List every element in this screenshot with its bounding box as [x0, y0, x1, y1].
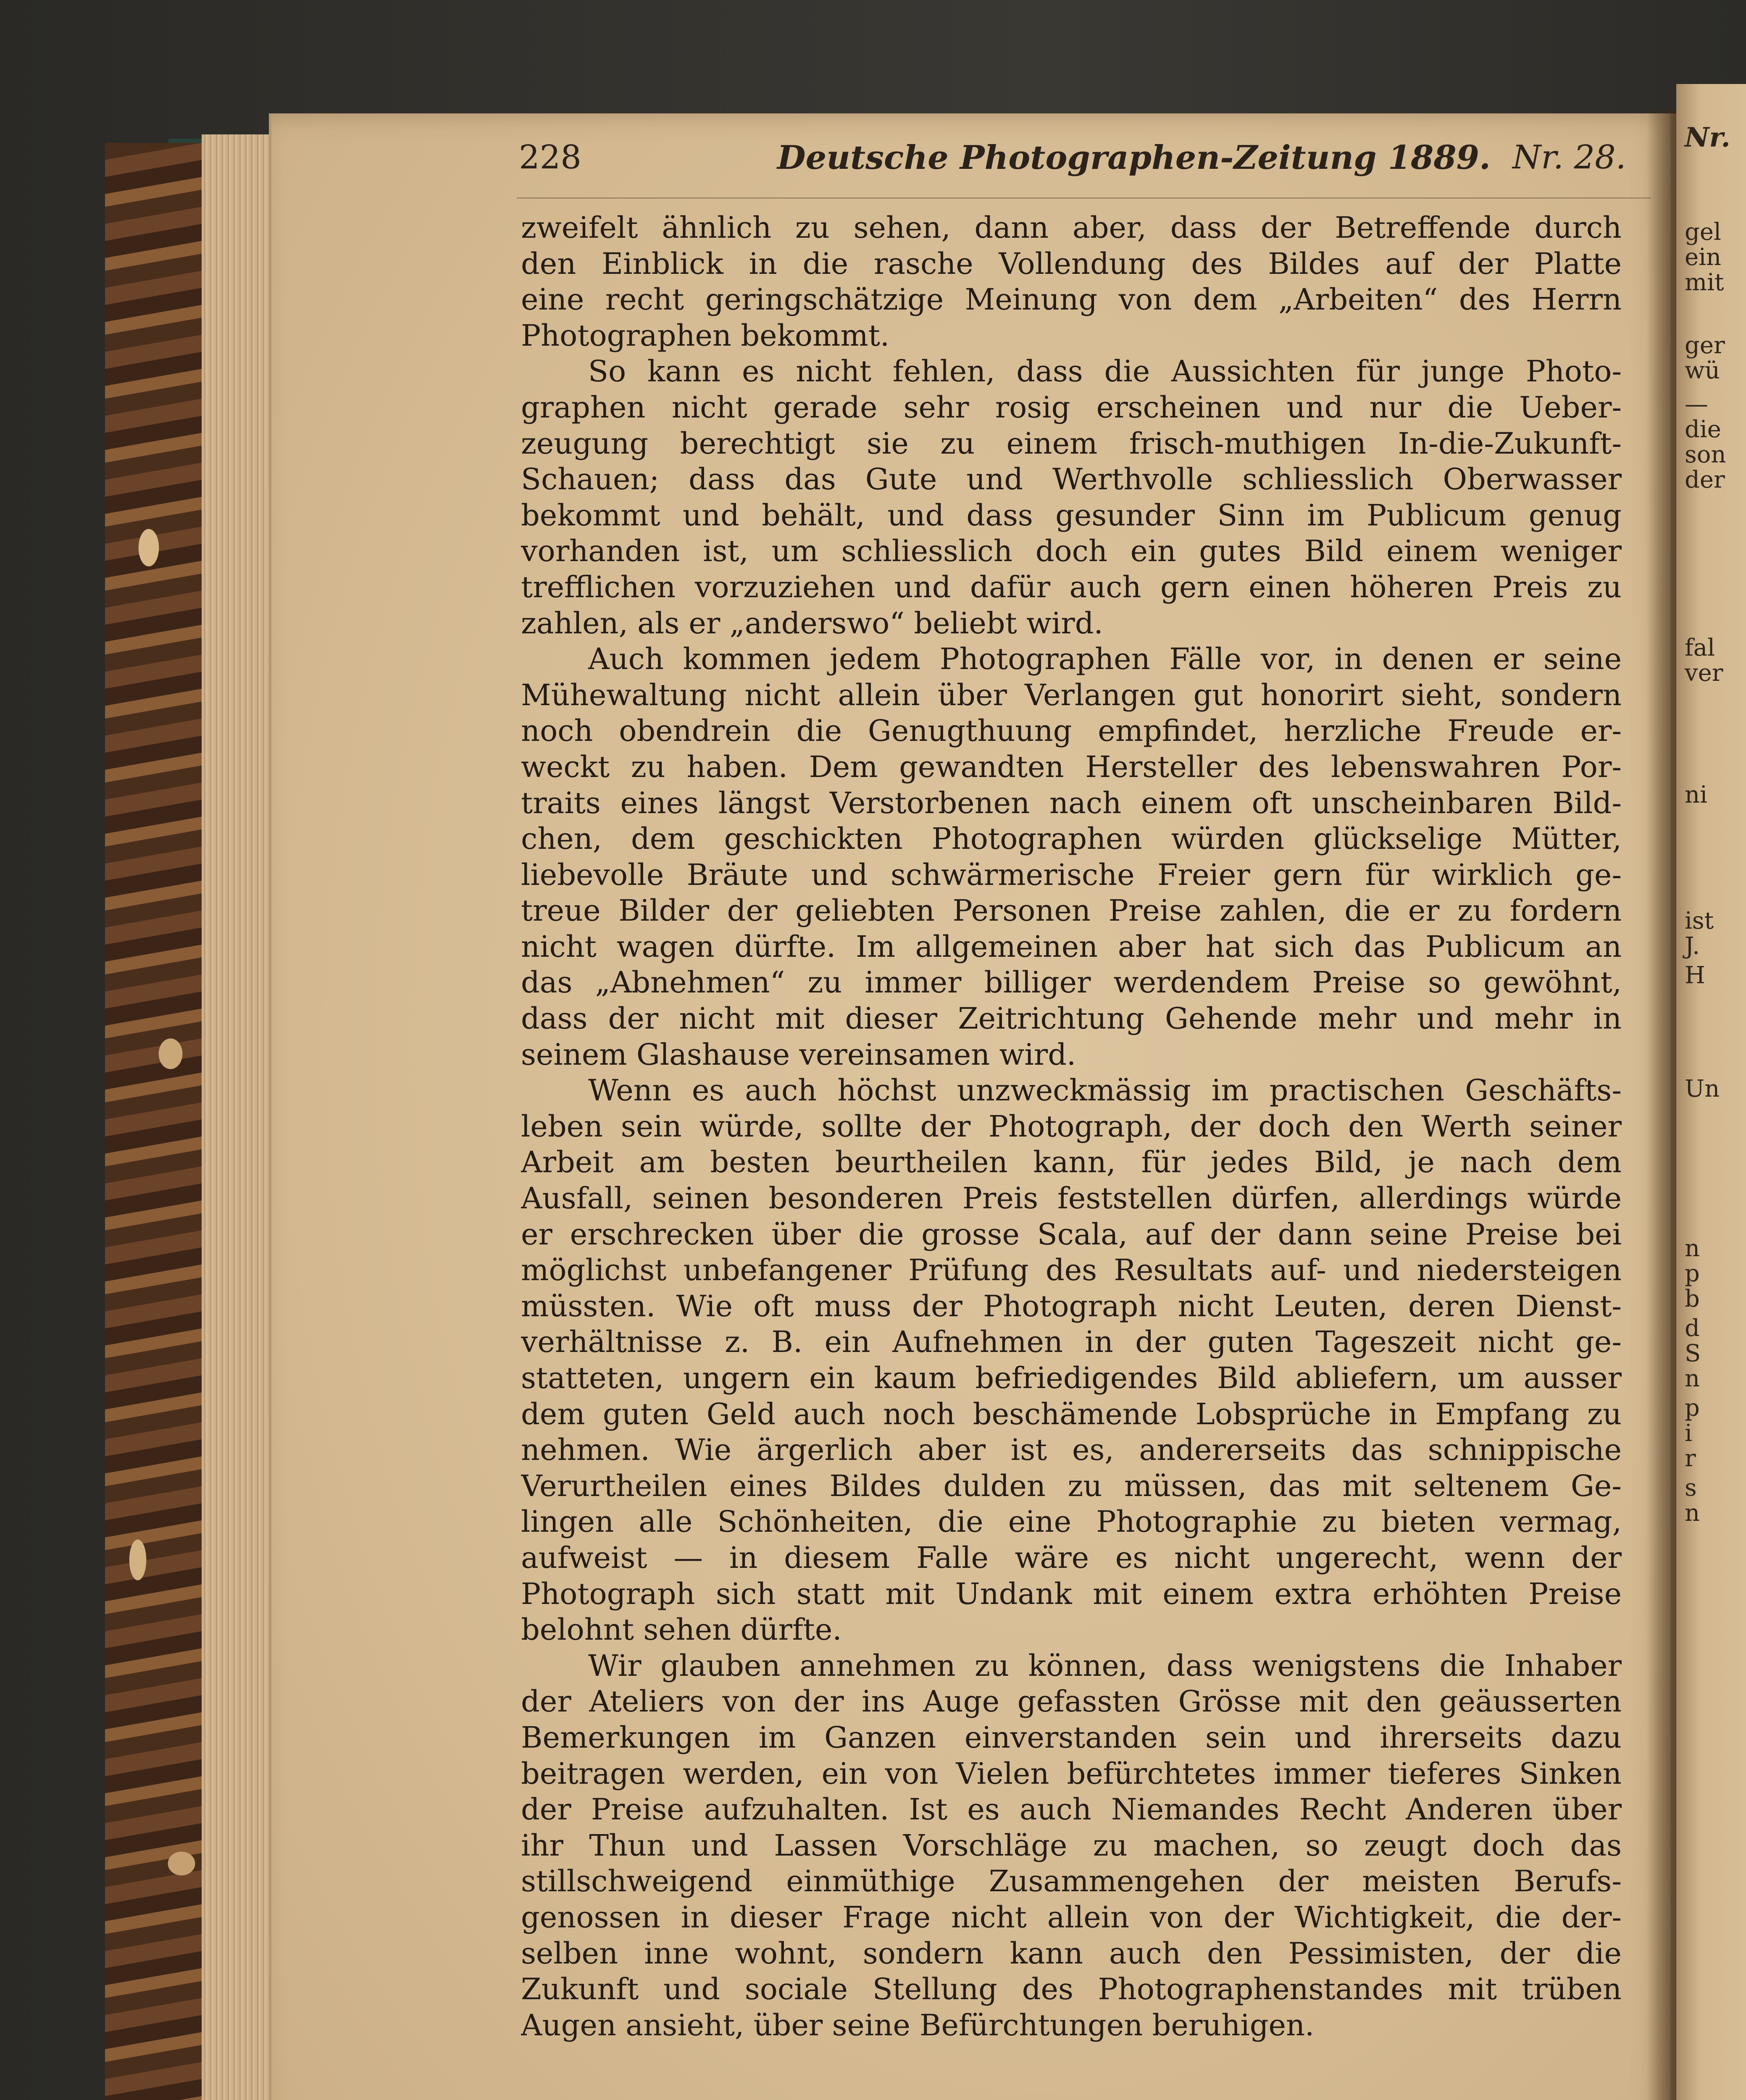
- text-line: Zukunft und sociale Stellung des Photographenstandes mit trüben: [521, 1972, 1622, 2007]
- text-line: Ausfall, seinen besonderen Preis feststellen dürfen, allerdings würde: [521, 1181, 1622, 1216]
- marbled-cover-edge: [105, 143, 214, 2100]
- facing-page-fragment: gel: [1685, 218, 1721, 246]
- facing-page-fragment: p: [1685, 1260, 1700, 1287]
- text-line: dass der nicht mit dieser Zeitrichtung Gehende mehr und mehr in: [521, 1001, 1622, 1036]
- facing-page-fragment: ist: [1685, 907, 1714, 934]
- text-line: Wenn es auch höchst unzweckmässig im practischen Geschäfts-: [588, 1073, 1622, 1108]
- text-line: nehmen. Wie ärgerlich aber ist es, andererseits das schnippische: [521, 1433, 1622, 1467]
- facing-page-fragment: wü: [1685, 357, 1720, 384]
- facing-page-fragment: b: [1685, 1285, 1700, 1312]
- facing-page-fragment: ver: [1685, 659, 1723, 687]
- text-line: traits eines längst Verstorbenen nach einem oft unscheinbaren Bild-: [521, 785, 1622, 820]
- text-line: noch obendrein die Genugthuung empfindet, herzliche Freude er-: [521, 714, 1622, 748]
- text-line: weckt zu haben. Dem gewandten Hersteller des lebenswahren Por-: [521, 749, 1622, 784]
- facing-page-fragment: p: [1685, 1394, 1700, 1422]
- facing-page-fragment: r: [1685, 1445, 1696, 1472]
- text-line: liebevolle Bräute und schwärmerische Freier gern für wirklich ge-: [521, 857, 1622, 892]
- text-line: Wir glauben annehmen zu können, dass wenigstens die Inhaber: [588, 1648, 1622, 1683]
- facing-page-fragment: n: [1685, 1365, 1700, 1392]
- text-line: müssten. Wie oft muss der Photograph nicht Leuten, deren Dienst-: [521, 1289, 1622, 1323]
- text-line: leben sein würde, sollte der Photograph, der doch den Werth seiner: [521, 1109, 1622, 1144]
- text-line: aufweist — in diesem Falle wäre es nicht ungerecht, wenn der: [521, 1540, 1622, 1575]
- facing-page-fragment: ein: [1685, 244, 1722, 271]
- facing-page-fragment: n: [1685, 1499, 1700, 1527]
- text-line: beitragen werden, ein von Vielen befürchtetes immer tieferes Sinken: [521, 1756, 1622, 1791]
- article-body: [521, 210, 1622, 2043]
- text-line: Photograph sich statt mit Undank mit einem extra erhöhten Preise: [521, 1576, 1622, 1611]
- text-line: vorhanden ist, um schliesslich doch ein gutes Bild einem weniger: [521, 534, 1622, 569]
- text-line: stillschweigend einmüthige Zusammengehen der meisten Berufs-: [521, 1864, 1622, 1899]
- text-line: Mühewaltung nicht allein über Verlangen gut honorirt sieht, sondern: [521, 677, 1622, 712]
- text-line: treue Bilder der geliebten Personen Preise zahlen, die er zu fordern: [521, 893, 1622, 928]
- text-line: genossen in dieser Frage nicht allein von der Wichtigkeit, die der-: [521, 1900, 1622, 1935]
- text-line: Augen ansieht, über seine Befürchtungen beruhigen.: [521, 2008, 1315, 2042]
- text-line: er erschrecken über die grosse Scala, auf der dann seine Preise bei: [521, 1217, 1622, 1252]
- text-line: zeugung berechtigt sie zu einem frisch-muthigen In-die-Zukunft-: [521, 426, 1622, 461]
- header-rule: [517, 197, 1651, 199]
- text-line: den Einblick in die rasche Vollendung des Bildes auf der Platte: [521, 246, 1622, 281]
- facing-page-fragment: s: [1685, 1474, 1697, 1502]
- facing-page-fragment: n: [1685, 1235, 1700, 1262]
- facing-page-fragment: son: [1685, 441, 1726, 468]
- text-line: Schauen; dass das Gute und Werthvolle schliesslich Oberwasser: [521, 462, 1622, 497]
- facing-page-fragment: ni: [1685, 781, 1707, 808]
- facing-page-fragment: ger: [1685, 332, 1725, 359]
- text-line: lingen alle Schönheiten, die eine Photographie zu bieten vermag,: [521, 1504, 1622, 1539]
- text-line: das „Abnehmen“ zu immer billiger werdendem Preise so gewöhnt,: [521, 965, 1622, 1000]
- text-line: seinem Glashause vereinsamen wird.: [521, 1037, 1076, 1072]
- facing-page-fragment: H: [1685, 962, 1705, 989]
- text-line: zahlen, als er „anderswo“ beliebt wird.: [521, 606, 1103, 640]
- text-line: der Ateliers von der ins Auge gefassten Grösse mit den geäusserten: [521, 1684, 1622, 1719]
- facing-page-fragment: fal: [1685, 634, 1715, 662]
- text-line: eine recht geringschätzige Meinung von dem „Arbeiten“ des Herrn: [521, 282, 1622, 317]
- facing-page-fragment: der: [1685, 466, 1725, 494]
- text-line: ihr Thun und Lassen Vorschläge zu machen, so zeugt doch das: [521, 1828, 1622, 1863]
- text-line: Photographen bekommt.: [521, 318, 890, 353]
- text-line: trefflichen vorzuziehen und dafür auch gern einen höheren Preis zu: [521, 570, 1622, 604]
- text-line: verhältnisse z. B. ein Aufnehmen in der guten Tageszeit nicht ge-: [521, 1325, 1622, 1360]
- page-number: 228: [519, 139, 581, 176]
- text-line: selben inne wohnt, sondern kann auch den Pessimisten, der die: [521, 1936, 1622, 1971]
- text-line: So kann es nicht fehlen, dass die Aussichten für junge Photo-: [588, 354, 1622, 389]
- facing-page-fragment: d: [1685, 1315, 1700, 1342]
- facing-page-fragment: —: [1685, 391, 1708, 418]
- facing-page-fragment: S: [1685, 1340, 1701, 1367]
- text-line: Bemerkungen im Ganzen einverstanden sein und ihrerseits dazu: [521, 1720, 1622, 1755]
- facing-page-fragment: Un: [1685, 1075, 1720, 1102]
- running-title: Deutsche Photographen-Zeitung 1889.: [777, 139, 1491, 177]
- text-line: möglichst unbefangener Prüfung des Resultats auf- und niedersteigen: [521, 1253, 1622, 1288]
- text-line: statteten, ungern ein kaum befriedigendes Bild abliefern, um ausser: [521, 1361, 1622, 1395]
- text-line: Verurtheilen eines Bildes dulden zu müssen, das mit seltenem Ge-: [521, 1468, 1622, 1503]
- text-line: dem guten Geld auch noch beschämende Lobsprüche in Empfang zu: [521, 1396, 1622, 1431]
- facing-page-fragment: Nr.: [1685, 122, 1730, 153]
- facing-page-fragment: i: [1685, 1420, 1692, 1447]
- text-line: nicht wagen dürfte. Im allgemeinen aber hat sich das Publicum an: [521, 929, 1622, 964]
- text-line: Auch kommen jedem Photographen Fälle vor, in denen er seine: [588, 642, 1622, 677]
- text-line: Arbeit am besten beurtheilen kann, für jedes Bild, je nach dem: [521, 1145, 1622, 1180]
- text-line: chen, dem geschickten Photographen würden glückselige Mütter,: [521, 822, 1622, 856]
- text-line: belohnt sehen dürfte.: [521, 1612, 842, 1647]
- text-line: der Preise aufzuhalten. Ist es auch Niemandes Recht Anderen über: [521, 1792, 1622, 1827]
- text-line: graphen nicht gerade sehr rosig erscheinen und nur die Ueber-: [521, 390, 1622, 425]
- facing-page-fragment: J.: [1685, 932, 1700, 960]
- text-line: bekommt und behält, und dass gesunder Sinn im Publicum genug: [521, 498, 1622, 533]
- text-line: zweifelt ähnlich zu sehen, dann aber, dass der Betreffende durch: [521, 210, 1622, 245]
- facing-page-fragment: mit: [1685, 269, 1724, 296]
- facing-page-fragment: die: [1685, 416, 1721, 443]
- issue-number: Nr. 28.: [1512, 139, 1626, 176]
